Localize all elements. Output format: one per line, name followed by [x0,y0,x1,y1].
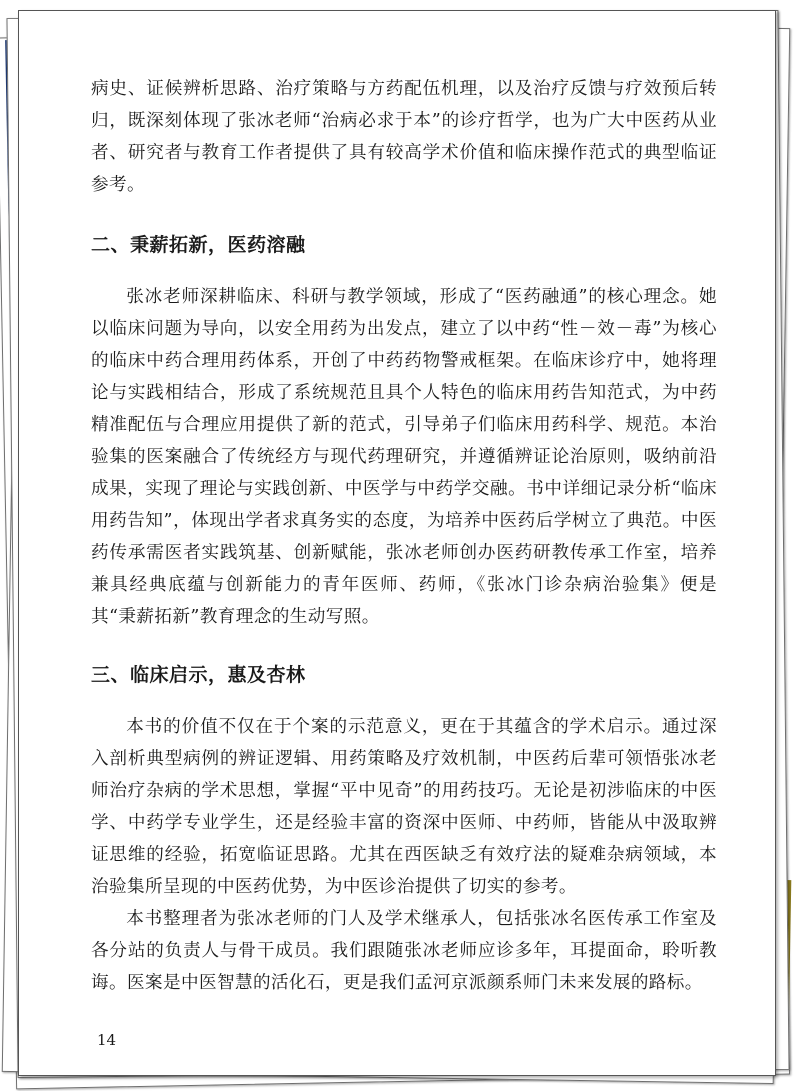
section-heading-2: 二、秉薪拓新，医药溶融 [91,234,306,256]
page-content [91,73,717,999]
section-3-paragraph-1: 本书的价值不仅在于个案的示范意义，更在于其蕴含的学术启示。通过深入剖析典型病例的辨证逻辑、用药策略及疗效机制，中医药后辈可领悟张冰老师治疗杂病的学术思想，掌握“平中见奇”的用药技巧。无论是初涉临床的中医学、中药学专业学生，还是经验丰富的资深中医师、中药师，皆能从中汲取辨证思维的经验，拓宽临证思路。尤其在西医缺乏有效疗法的疑难杂病领域，本治验集所呈现的中医药优势，为中医诊治提供了切实的参考。 [91,717,717,897]
section-3-paragraph-2: 本书整理者为张冰老师的门人及学术继承人，包括张冰名医传承工作室及各分站的负责人与骨干成员。我们跟随张冰老师应诊多年，耳提面命，聆听教诲。医案是中医智慧的活化石，更是我们孟河京派颜系师门未来发展的路标。 [91,909,717,993]
section-2-paragraph-1: 张冰老师深耕临床、科研与教学领域，形成了“医药融通”的核心理念。她以临床问题为导向，以安全用药为出发点，建立了以中药“性－效－毒”为核心的临床中药合理用药体系，开创了中药药物警戒框架。在临床诊疗中，她将理论与实践相结合，形成了系统规范且具个人特色的临床用药告知范式，为中药精准配伍与合理应用提供了新的范式，引导弟子们临床用药科学、规范。本治验集的医案融合了传统经方与现代药理研究，并遵循辨证论治原则，吸纳前沿成果，实现了理论与实践创新、中医学与中药学交融。书中详细记录分析“临床用药告知”，体现出学者求真务实的态度，为培养中医药后学树立了典范。中医药传承需医者实践筑基、创新赋能，张冰老师创办医药研教传承工作室，培养兼具经典底蕴与创新能力的青年医师、药师，《张冰门诊杂病治验集》便是其“秉薪拓新”教育理念的生动写照。 [91,287,717,627]
document-page [18,10,776,1076]
continuation-paragraph: 病史、证候辨析思路、治疗策略与方药配伍机理，以及治疗反馈与疗效预后转归，既深刻体现了张冰老师“治病必求于本”的诊疗哲学，也为广大中医药从业者、研究者与教育工作者提供了具有较高学术价值和临床操作范式的典型临证参考。 [91,79,717,195]
section-heading-3: 三、临床启示，惠及杏林 [91,664,306,686]
page-number: 14 [97,1031,117,1049]
